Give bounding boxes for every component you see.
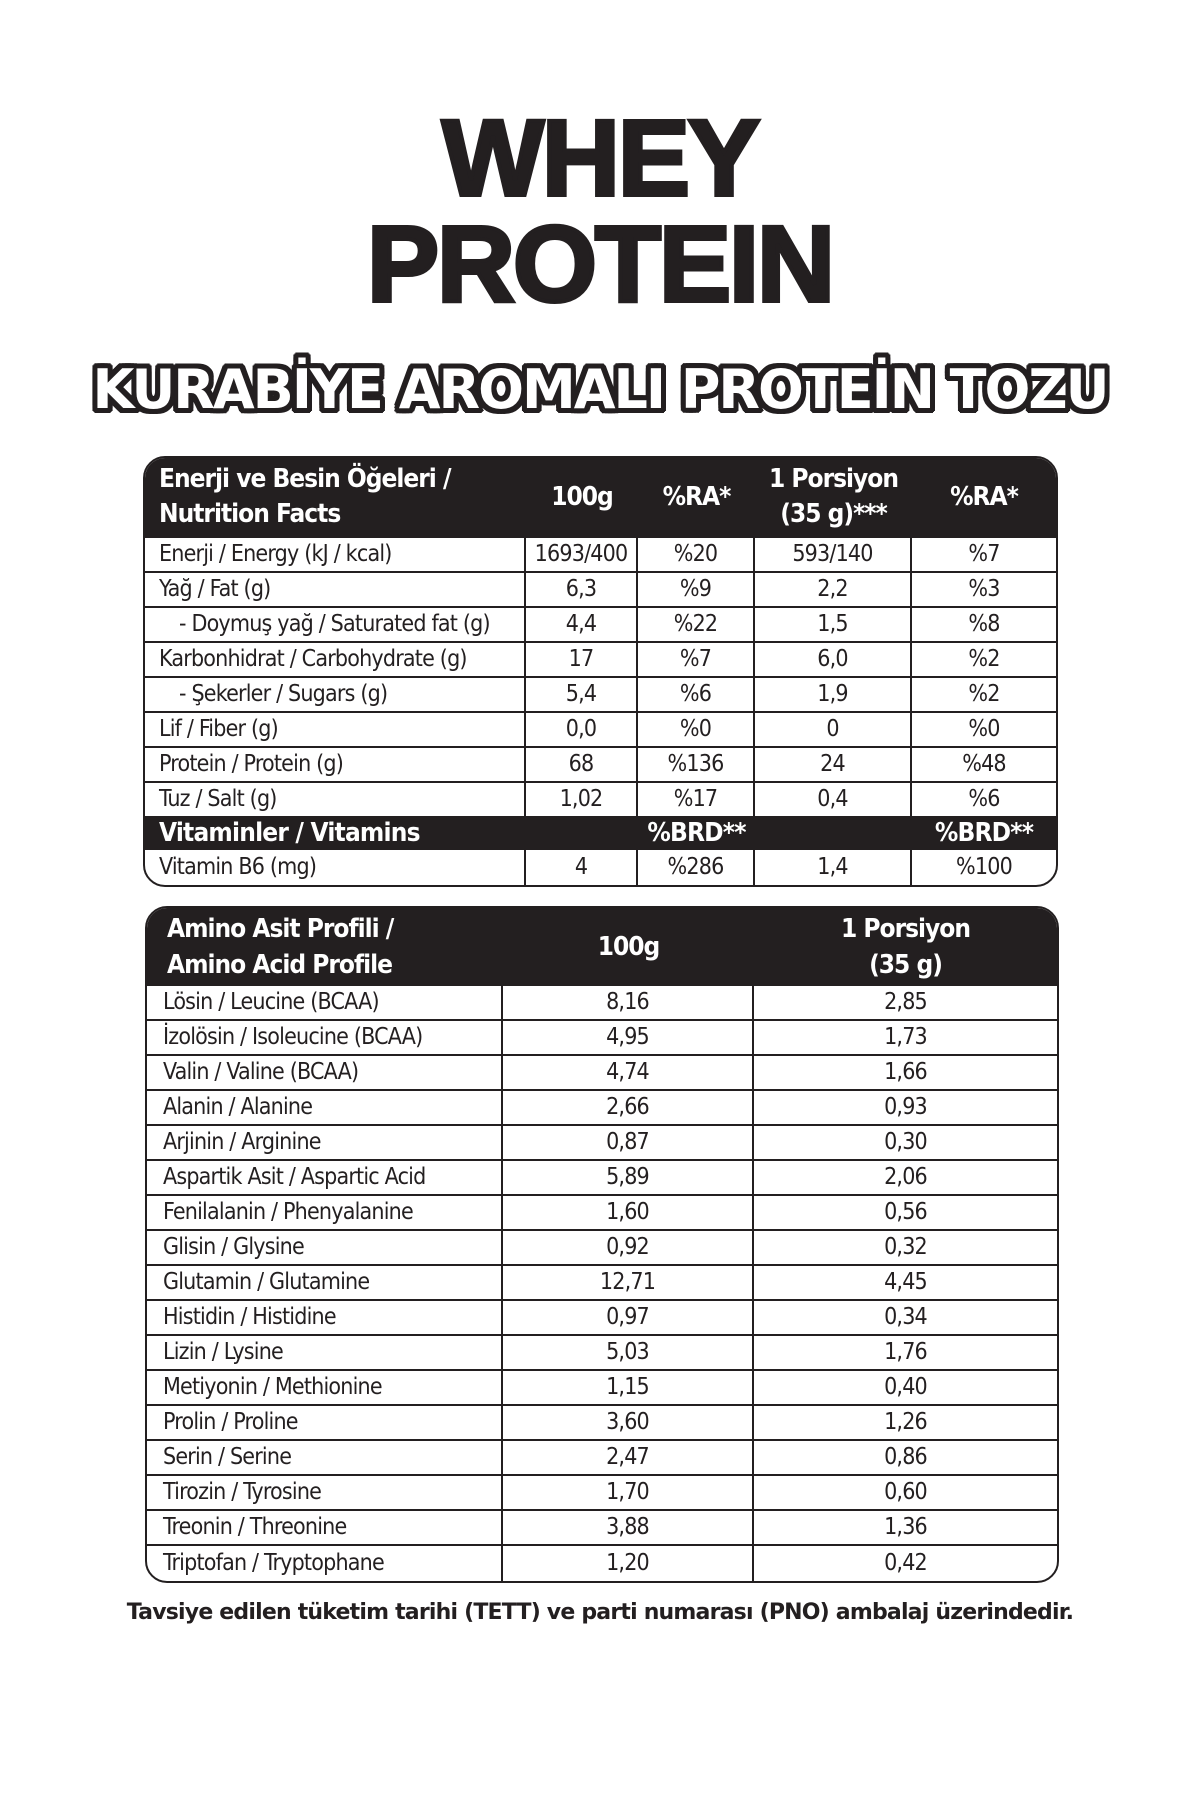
nutrition-header-portion-line-2: (35 g)*** <box>780 499 887 529</box>
amino-row <box>147 1091 1057 1126</box>
amino-header-portion <box>754 908 1057 986</box>
nutrition-value-portion: 1,4 <box>755 850 912 885</box>
amino-label: Lösin / Leucine (BCAA) <box>147 986 503 1021</box>
amino-value-100g: 0,92 <box>503 1231 754 1266</box>
nutrition-header-label-line-2: Nutrition Facts <box>159 499 341 529</box>
nutrition-row <box>145 850 1056 885</box>
amino-row <box>147 1336 1057 1371</box>
nutrition-label: Protein / Protein (g) <box>145 746 526 781</box>
amino-header-label <box>147 908 503 986</box>
amino-label: Glutamin / Glutamine <box>147 1266 503 1301</box>
nutrition-value-portion: 0,4 <box>755 781 912 816</box>
amino-value-100g: 5,89 <box>503 1161 754 1196</box>
nutrition-value-portion: 24 <box>755 746 912 781</box>
nutrition-row <box>145 641 1056 676</box>
nutrition-value-portion: 2,2 <box>755 571 912 606</box>
amino-label: İzolösin / Isoleucine (BCAA) <box>147 1021 503 1056</box>
nutrition-ra-100g: %20 <box>638 536 755 571</box>
amino-value-portion: 1,73 <box>754 1021 1057 1056</box>
amino-row <box>147 1126 1057 1161</box>
nutrition-ra-100g: %136 <box>638 746 755 781</box>
nutrition-ra-100g: %22 <box>638 606 755 641</box>
nutrition-value-100g: 6,3 <box>526 571 638 606</box>
amino-value-portion: 0,30 <box>754 1126 1057 1161</box>
nutrition-label: Tuz / Salt (g) <box>145 781 526 816</box>
nutrition-row <box>145 536 1056 571</box>
nutrition-value-100g: 4,4 <box>526 606 638 641</box>
nutrition-row <box>145 746 1056 781</box>
nutrition-ra-100g: %7 <box>638 641 755 676</box>
amino-value-portion: 0,40 <box>754 1371 1057 1406</box>
nutrition-value-portion: 1,9 <box>755 676 912 711</box>
amino-row <box>147 1231 1057 1266</box>
amino-value-100g: 8,16 <box>503 986 754 1021</box>
nutrition-row <box>145 606 1056 641</box>
product-title-line-1: WHEY <box>442 97 758 218</box>
amino-row <box>147 1441 1057 1476</box>
nutrition-ra-portion: %7 <box>912 536 1056 571</box>
amino-value-portion: 0,34 <box>754 1301 1057 1336</box>
nutrition-ra-100g: %286 <box>638 850 755 885</box>
nutrition-label: Vitamin B6 (mg) <box>145 850 526 885</box>
nutrition-facts-table <box>143 456 1058 887</box>
nutrition-value-100g: 0,0 <box>526 711 638 746</box>
amino-value-100g: 12,71 <box>503 1266 754 1301</box>
amino-value-100g: 0,97 <box>503 1301 754 1336</box>
nutrition-row <box>145 571 1056 606</box>
nutrition-value-100g: 68 <box>526 746 638 781</box>
product-title-line-2: PROTEIN <box>366 203 834 324</box>
nutrition-value-portion: 593/140 <box>755 536 912 571</box>
nutrition-ra-100g: %17 <box>638 781 755 816</box>
nutrition-header-ra-portion: %RA* <box>912 458 1056 536</box>
amino-header-label-line-2: Amino Acid Profile <box>167 950 393 980</box>
nutrition-value-100g: 1693/400 <box>526 536 638 571</box>
amino-value-portion: 0,93 <box>754 1091 1057 1126</box>
nutrition-header-portion-line-1: 1 Porsiyon <box>768 464 899 494</box>
amino-row <box>147 1301 1057 1336</box>
amino-label: Tirozin / Tyrosine <box>147 1476 503 1511</box>
amino-value-portion: 0,60 <box>754 1476 1057 1511</box>
amino-row <box>147 1371 1057 1406</box>
nutrition-header-row <box>145 458 1056 536</box>
nutrition-value-100g: 5,4 <box>526 676 638 711</box>
amino-label: Glisin / Glysine <box>147 1231 503 1266</box>
amino-row <box>147 986 1057 1021</box>
amino-value-portion: 2,85 <box>754 986 1057 1021</box>
nutrition-label: Enerji / Energy (kJ / kcal) <box>145 536 526 571</box>
nutrition-row <box>145 676 1056 711</box>
nutrition-value-100g: 17 <box>526 641 638 676</box>
amino-label: Serin / Serine <box>147 1441 503 1476</box>
amino-label: Valin / Valine (BCAA) <box>147 1056 503 1091</box>
amino-row <box>147 1021 1057 1056</box>
nutrition-ra-portion: %2 <box>912 641 1056 676</box>
nutrition-header-ra-100g: %RA* <box>638 458 755 536</box>
amino-label: Fenilalanin / Phenyalanine <box>147 1196 503 1231</box>
vitamins-header-row <box>145 816 1056 850</box>
nutrition-ra-portion: %8 <box>912 606 1056 641</box>
amino-value-100g: 3,88 <box>503 1511 754 1546</box>
amino-header-label-line-1: Amino Asit Profili / <box>167 914 394 944</box>
amino-value-100g: 1,60 <box>503 1196 754 1231</box>
amino-header-100g: 100g <box>503 908 754 986</box>
nutrition-value-portion: 6,0 <box>755 641 912 676</box>
amino-header-portion-line-2: (35 g) <box>869 950 942 980</box>
nutrition-row <box>145 781 1056 816</box>
nutrition-ra-portion: %3 <box>912 571 1056 606</box>
amino-value-portion: 2,06 <box>754 1161 1057 1196</box>
vitamins-header-label: Vitaminler / Vitamins <box>145 816 638 850</box>
nutrition-ra-100g: %6 <box>638 676 755 711</box>
nutrition-label: - Şekerler / Sugars (g) <box>145 676 526 711</box>
nutrition-label: Yağ / Fat (g) <box>145 571 526 606</box>
vitamins-header-spacer <box>755 816 912 850</box>
amino-value-portion: 1,76 <box>754 1336 1057 1371</box>
amino-label: Lizin / Lysine <box>147 1336 503 1371</box>
amino-label: Treonin / Threonine <box>147 1511 503 1546</box>
amino-value-100g: 1,15 <box>503 1371 754 1406</box>
amino-value-portion: 1,36 <box>754 1511 1057 1546</box>
amino-value-100g: 1,20 <box>503 1546 754 1581</box>
amino-label: Aspartik Asit / Aspartic Acid <box>147 1161 503 1196</box>
nutrition-value-100g: 1,02 <box>526 781 638 816</box>
nutrition-label: - Doymuş yağ / Saturated fat (g) <box>145 606 526 641</box>
amino-value-portion: 4,45 <box>754 1266 1057 1301</box>
nutrition-ra-portion: %0 <box>912 711 1056 746</box>
amino-row <box>147 1511 1057 1546</box>
amino-value-100g: 2,66 <box>503 1091 754 1126</box>
amino-row <box>147 1161 1057 1196</box>
amino-label: Histidin / Histidine <box>147 1301 503 1336</box>
amino-row <box>147 1266 1057 1301</box>
nutrition-value-100g: 4 <box>526 850 638 885</box>
amino-value-portion: 0,32 <box>754 1231 1057 1266</box>
nutrition-header-label <box>145 458 526 536</box>
nutrition-header-label-line-1: Enerji ve Besin Öğeleri / <box>159 464 451 494</box>
amino-value-100g: 5,03 <box>503 1336 754 1371</box>
nutrition-row <box>145 711 1056 746</box>
nutrition-value-portion: 1,5 <box>755 606 912 641</box>
amino-label: Prolin / Proline <box>147 1406 503 1441</box>
nutrition-header-portion <box>755 458 912 536</box>
nutrition-ra-100g: %0 <box>638 711 755 746</box>
amino-label: Alanin / Alanine <box>147 1091 503 1126</box>
amino-value-100g: 4,95 <box>503 1021 754 1056</box>
amino-header-row <box>147 908 1057 986</box>
amino-label: Triptofan / Tryptophane <box>147 1546 503 1581</box>
amino-value-100g: 0,87 <box>503 1126 754 1161</box>
amino-value-portion: 0,86 <box>754 1441 1057 1476</box>
footer-note: Tavsiye edilen tüketim tarihi (TETT) ve parti numarası (PNO) ambalaj üzerindedir. <box>126 1600 1074 1625</box>
amino-label: Arjinin / Arginine <box>147 1126 503 1161</box>
amino-value-100g: 2,47 <box>503 1441 754 1476</box>
amino-row <box>147 1476 1057 1511</box>
nutrition-label: Karbonhidrat / Carbohydrate (g) <box>145 641 526 676</box>
amino-header-portion-line-1: 1 Porsiyon <box>840 914 971 944</box>
nutrition-ra-portion: %100 <box>956 854 1012 880</box>
nutrition-label: Lif / Fiber (g) <box>145 711 526 746</box>
amino-value-portion: 1,66 <box>754 1056 1057 1091</box>
amino-value-100g: 1,70 <box>503 1476 754 1511</box>
nutrition-ra-portion: %6 <box>912 781 1056 816</box>
amino-value-portion: 1,26 <box>754 1406 1057 1441</box>
amino-row <box>147 1406 1057 1441</box>
amino-row <box>147 1546 1057 1581</box>
vitamins-header-brd-100g: %BRD** <box>638 816 755 850</box>
nutrition-ra-100g: %9 <box>638 571 755 606</box>
amino-value-100g: 4,74 <box>503 1056 754 1091</box>
nutrition-ra-portion: %48 <box>912 746 1056 781</box>
nutrition-header-100g: 100g <box>526 458 638 536</box>
vitamins-header-brd-portion: %BRD** <box>912 816 1056 850</box>
amino-row <box>147 1196 1057 1231</box>
amino-acid-profile-table <box>145 906 1059 1583</box>
nutrition-ra-portion: %2 <box>912 676 1056 711</box>
amino-row <box>147 1056 1057 1091</box>
amino-label: Metiyonin / Methionine <box>147 1371 503 1406</box>
amino-value-100g: 3,60 <box>503 1406 754 1441</box>
amino-value-portion: 0,56 <box>754 1196 1057 1231</box>
product-subtitle: KURABİYE AROMALI PROTEİN TOZU <box>92 358 1108 421</box>
amino-value-portion: 0,42 <box>884 1550 927 1576</box>
nutrition-value-portion: 0 <box>755 711 912 746</box>
